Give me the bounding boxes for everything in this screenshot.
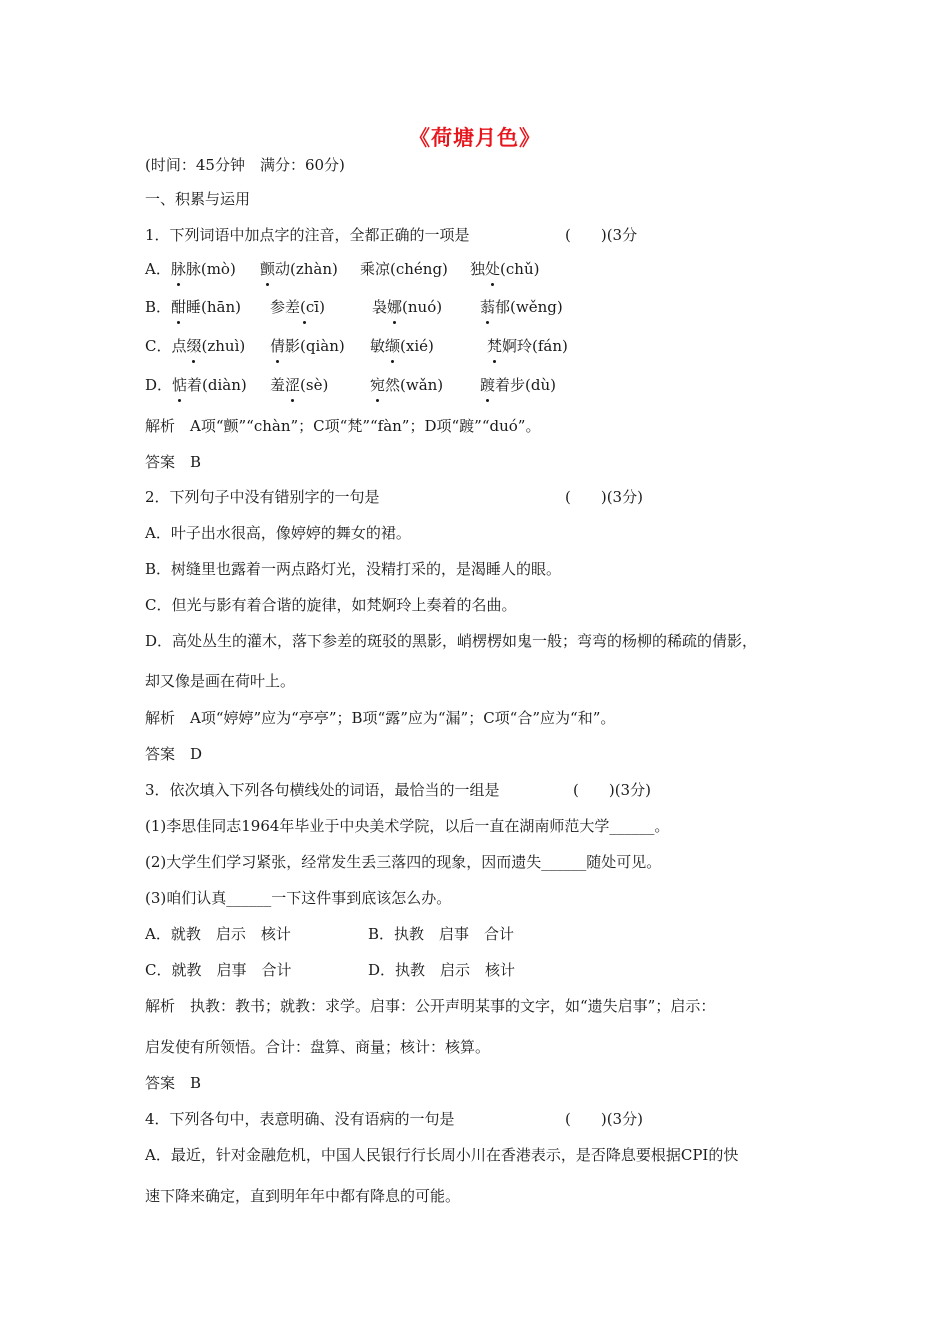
q4-option-a: A．最近，针对金融危机，中国人民银行行长周小川在香港表示，是否降息要根据CPI的快: [145, 1146, 739, 1164]
q3-analysis-continued: 启发使有所领悟。合计：盘算、商量；核计：核算。: [145, 1038, 491, 1056]
document-title: 《荷塘月色》: [409, 125, 541, 150]
question-3-stem: [145, 780, 651, 800]
q3-option-b: B．执教 启事 合计: [368, 925, 515, 943]
question-score: ( )(3分): [573, 781, 651, 799]
q2-option-a: A．叶子出水很高，像婷婷的舞女的裙。: [145, 524, 411, 542]
q2-answer: 答案 D: [145, 745, 203, 763]
question-score: ( )(3分): [565, 1110, 643, 1128]
question-text: 3．依次填入下列各句横线处的词语，最恰当的一组是: [145, 781, 500, 799]
q3-options-row-1: [145, 924, 515, 944]
q3-option-d: D．执教 启示 核计: [368, 961, 516, 979]
q1-answer: 答案 B: [145, 453, 202, 471]
q2-option-d: D．高处丛生的灌木，落下参差的斑驳的黑影，峭楞楞如鬼一般；弯弯的杨柳的稀疏的倩影，: [145, 632, 758, 650]
question-score: ( )(3分): [565, 488, 643, 506]
q3-sentence-1: (1)李思佳同志1964年毕业于中央美术学院，以后一直在湖南师范大学______。: [145, 817, 670, 835]
section-heading: 一、积累与运用: [145, 190, 251, 208]
q3-sentence-3: (3)咱们认真______一下这件事到底该怎么办。: [145, 889, 452, 907]
q3-analysis: 解析 执教：教书；就教：求学。启事：公开声明某事的文字，如“遗失启事”；启示：: [145, 997, 716, 1015]
q3-sentence-2: (2)大学生们学习紧张，经常发生丢三落四的现象，因而遗失______随处可见。: [145, 853, 662, 871]
question-score: ( )(3分: [565, 226, 638, 244]
q3-answer: 答案 B: [145, 1074, 202, 1092]
q1-analysis: 解析 A项“颤”“chàn”；C项“梵”“fàn”；D项“踱”“duó”。: [145, 417, 541, 435]
q2-option-c: C．但光与影有着合谐的旋律，如梵婀玲上奏着的名曲。: [145, 596, 517, 614]
exam-meta: (时间：45分钟 满分：60分): [145, 156, 345, 174]
question-4-stem: [145, 1109, 643, 1129]
q2-analysis: 解析 A项“婷婷”应为“亭亭”；B项“露”应为“漏”；C项“合”应为“和”。: [145, 709, 616, 727]
q2-option-b: B．树缝里也露着一两点路灯光，没精打采的，是渴睡人的眼。: [145, 560, 562, 578]
q1-option-d: D．惦着(diàn) 羞涩(sè) 宛然(wǎn) 踱着步(dù): [145, 376, 556, 394]
q1-option-c: C．点缀(zhuì) 倩影(qiàn) 敏缬(xié) 梵婀玲(fán): [145, 337, 568, 355]
q3-option-a: A．就教 启示 核计: [145, 925, 291, 943]
question-2-stem: [145, 487, 643, 507]
question-1-stem: [145, 225, 638, 245]
q4-option-a-continued: 速下降来确定，直到明年年中都有降息的可能。: [145, 1187, 461, 1205]
q3-options-row-2: [145, 960, 516, 980]
question-text: 2．下列句子中没有错别字的一句是: [145, 488, 380, 506]
q2-option-d-continued: 却又像是画在荷叶上。: [145, 672, 296, 690]
q3-option-c: C．就教 启事 合计: [145, 961, 292, 979]
question-text: 4．下列各句中，表意明确、没有语病的一句是: [145, 1110, 455, 1128]
q1-option-a: A．脉脉(mò) 颤动(zhàn) 乘凉(chéng) 独处(chǔ): [145, 260, 540, 278]
question-text: 1．下列词语中加点字的注音，全都正确的一项是: [145, 226, 470, 244]
q1-option-b: B．酣睡(hān) 参差(cī) 袅娜(nuó) 蓊郁(wěng): [145, 298, 563, 316]
